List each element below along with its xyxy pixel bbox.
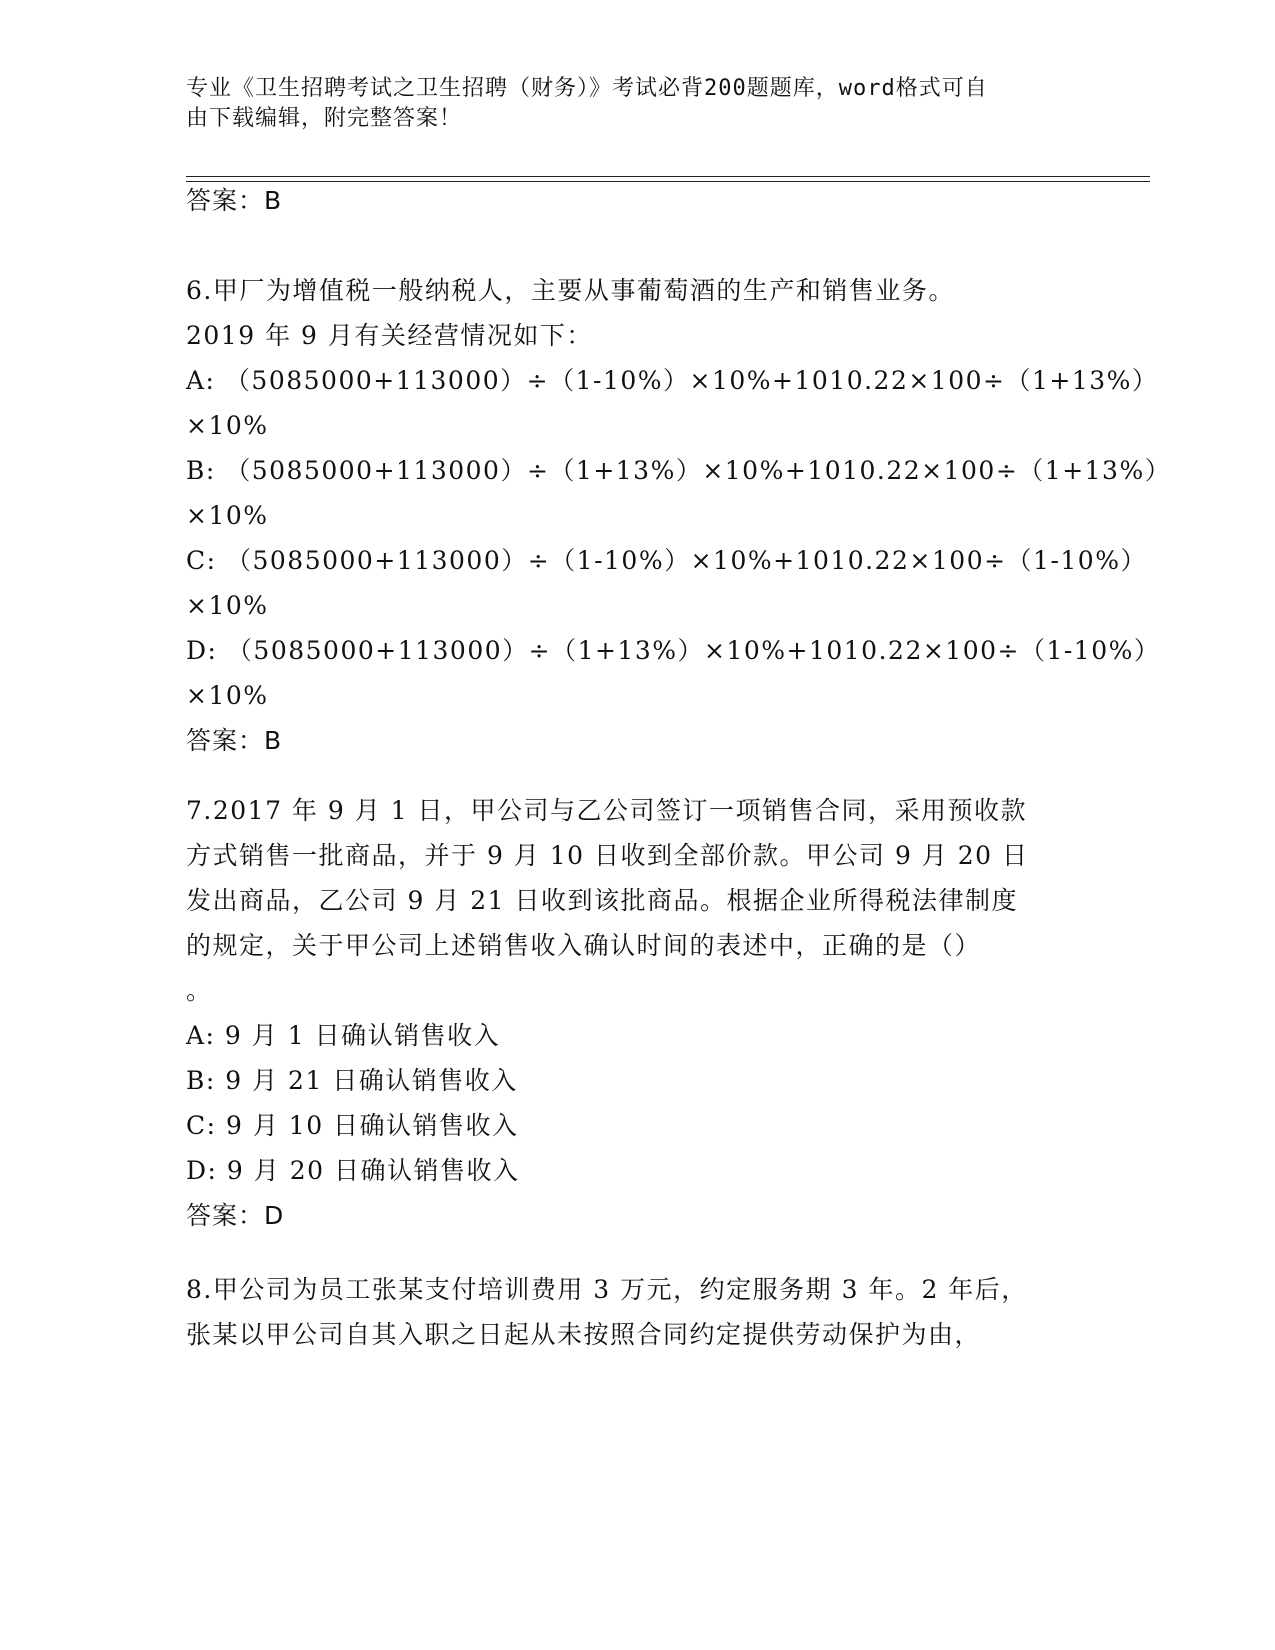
header-line-2: 由下载编辑，附完整答案！: [186, 106, 463, 131]
document-header: [186, 74, 1066, 134]
question-stem: 发出商品，乙公司 9 月 21 日收到该批商品。根据企业所得税法律制度: [186, 886, 1019, 915]
option-a: A: （5085000+113000）÷（1-10%）×10%+1010.22×100÷（1+13%）: [186, 366, 1159, 395]
question-stem: 2019 年 9 月有关经营情况如下：: [186, 321, 593, 350]
question-8: [186, 1267, 1086, 1357]
question-stem: 6.甲厂为增值税一般纳税人，主要从事葡萄酒的生产和销售业务。: [186, 276, 955, 305]
option-b: B: 9 月 21 日确认销售收入: [186, 1066, 518, 1095]
answer-label: 答案：B: [186, 186, 283, 215]
option-c: C: （5085000+113000）÷（1-10%）×10%+1010.22×100÷（1-10%）: [186, 546, 1147, 575]
option-d: D: （5085000+113000）÷（1+13%）×10%+1010.22×100÷（1-10%）: [186, 636, 1161, 665]
question-stem: 方式销售一批商品，并于 9 月 10 日收到全部价款。甲公司 9 月 20 日: [186, 841, 1029, 870]
question-stem: 的规定，关于甲公司上述销售收入确认时间的表述中，正确的是（）: [186, 931, 982, 960]
question-stem: 7.2017 年 9 月 1 日，甲公司与乙公司签订一项销售合同，采用预收款: [186, 796, 1028, 825]
option-d: D: 9 月 20 日确认销售收入: [186, 1156, 520, 1185]
option-b-cont: ×10%: [186, 501, 269, 530]
option-a: A: 9 月 1 日确认销售收入: [186, 1021, 501, 1050]
option-c: C: 9 月 10 日确认销售收入: [186, 1111, 519, 1140]
header-line-1: 专业《卫生招聘考试之卫生招聘（财务）》考试必背200题题库，word格式可自: [186, 76, 988, 101]
answer-label: 答案：B: [186, 726, 283, 755]
option-b: B: （5085000+113000）÷（1+13%）×10%+1010.22×100÷（1+13%）: [186, 456, 1172, 485]
answer-previous: [186, 178, 1086, 223]
option-c-cont: ×10%: [186, 591, 269, 620]
question-6: [186, 268, 1172, 763]
question-stem: 。: [186, 976, 213, 1005]
answer-label: 答案：D: [186, 1201, 285, 1230]
option-a-cont: ×10%: [186, 411, 269, 440]
question-stem: 张某以甲公司自其入职之日起从未按照合同约定提供劳动保护为由，: [186, 1320, 982, 1349]
question-stem: 8.甲公司为员工张某支付培训费用 3 万元，约定服务期 3 年。2 年后，: [186, 1275, 1028, 1304]
question-7: [186, 788, 1086, 1238]
option-d-cont: ×10%: [186, 681, 269, 710]
header-rule-top: [186, 176, 1150, 177]
